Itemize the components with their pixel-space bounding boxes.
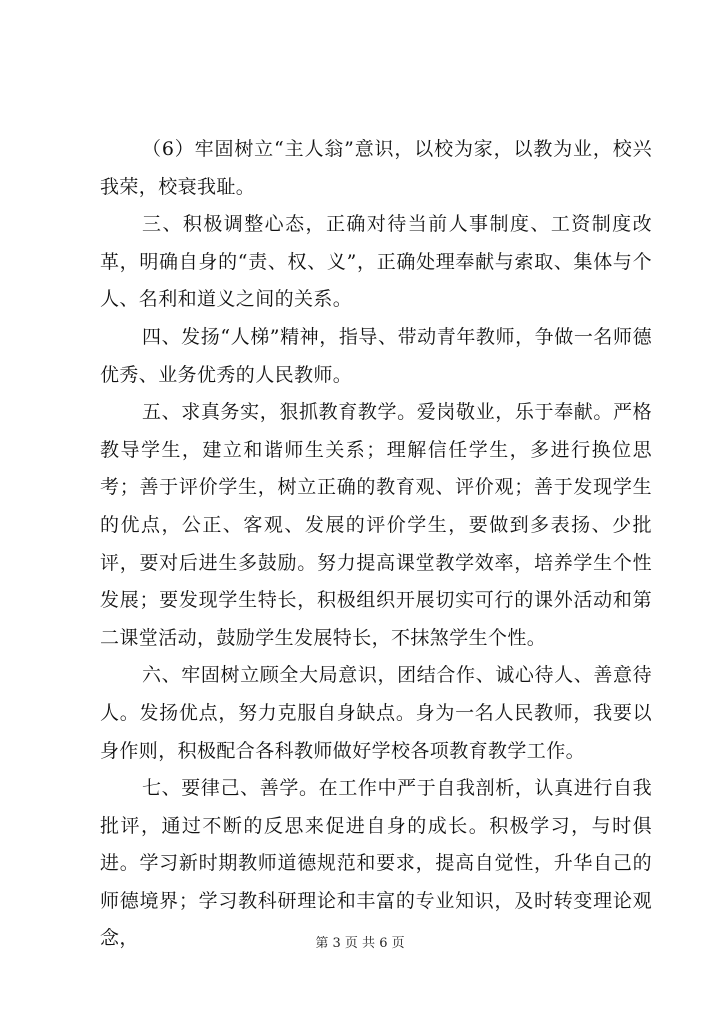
paragraph-three-mindset: 三、积极调整心态，正确对待当前人事制度、工资制度改革，明确自身的“责、权、义”，正确处理奉献与索取、集体与个人、名利和道义之间的关系。 (100, 213, 652, 311)
page-footer (0, 935, 720, 953)
document-body (100, 131, 652, 958)
paragraph-seven-learning: 七、要律己、善学。在工作中严于自我剖析，认真进行自我批评，通过不断的反思来促进自身的成长。积极学习，与时俱进。学习新时期教师道德规范和要求，提高自觉性，升华自己的师德境界；学习教科研理论和丰富的专业知识，及时转变理论观念， (100, 777, 652, 950)
page-number-label: 第 3 页 共 6 页 (315, 936, 405, 951)
paragraph-six-teamwork: 六、牢固树立顾全大局意识，团结合作、诚心待人、善意待人。发扬优点，努力克服自身缺点。身为一名人民教师，我要以身作则，积极配合各科教师做好学校各项教育教学工作。 (100, 664, 652, 762)
paragraph-four-mentoring: 四、发扬“人梯”精神，指导、带动青年教师，争做一名师德优秀、业务优秀的人民教师。 (100, 325, 652, 386)
paragraph-6-ownership: （6）牢固树立“主人翁”意识，以校为家，以教为业，校兴我荣，校衰我耻。 (100, 138, 652, 198)
paragraph-five-teaching: 五、求真务实，狠抓教育教学。爱岗敬业，乐于奉献。严格教导学生，建立和谐师生关系；理解信任学生，多进行换位思考；善于评价学生，树立正确的教育观、评价观；善于发现学生的优点，公正、客观、发展的评价学生，要做到多表扬、少批评，要对后进生多鼓励。努力提高课堂教学效率，培养学生个性发展；要发现学生特长，积极组织开展切实可行的课外活动和第二课堂活动，鼓励学生发展特长，不抹煞学生个性。 (100, 401, 652, 649)
